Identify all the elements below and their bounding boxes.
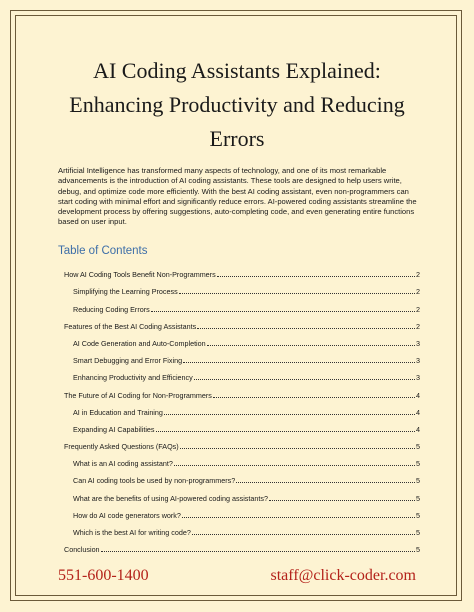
toc-entry-title: Reducing Coding Errors [73,304,150,314]
intro-paragraph: Artificial Intelligence has transformed many aspects of technology, and one of its most remarkable advancements is the introduction of AI coding assistants. These tools are designed to help users write, debug, and optimize code more efficiently. With the best AI coding assistant, even non-programmers can start coding with minimal effort and significantly reduce errors. AI-powered coding assistants streamline the development process by offering suggestions, auto-completing code, and even generating entire functions based on user input. [58,166,417,227]
toc-dot-leader [164,414,415,415]
toc-entry[interactable] [64,279,420,296]
toc-dot-leader [269,500,415,501]
toc-entry-title: Features of the Best AI Coding Assistants [64,321,197,331]
toc-entry-title: Smart Debugging and Error Fixing [73,356,183,366]
title-line-2: Enhancing Productivity and Reducing [69,92,405,117]
toc-dot-leader [182,517,415,518]
toc-dot-leader [179,293,415,294]
toc-entry[interactable] [64,537,420,554]
title-line-1: AI Coding Assistants Explained: [93,58,381,83]
toc-entry-title: How AI Coding Tools Benefit Non-Programmers [64,270,216,280]
toc-entry[interactable] [64,503,420,520]
toc-entry[interactable] [64,468,420,485]
toc-entry-title: The Future of AI Coding for Non-Programmers [64,390,212,400]
toc-entry[interactable] [64,520,420,537]
table-of-contents [64,262,420,554]
toc-entry[interactable] [64,382,420,399]
toc-dot-leader [174,465,415,466]
toc-entry-title: Can AI coding tools be used by non-programmers? [73,476,236,486]
toc-entry-page: 2 [416,270,420,280]
toc-entry-title: AI in Education and Training [73,407,163,417]
toc-entry-page: 2 [416,321,420,331]
toc-entry-page: 4 [416,390,420,400]
toc-entry[interactable] [64,485,420,502]
toc-entry-page: 5 [416,510,420,520]
document-title [40,54,434,156]
toc-entry-page: 3 [416,356,420,366]
footer-phone[interactable]: 551-600-1400 [58,567,149,584]
toc-entry-page: 5 [416,476,420,486]
toc-heading: Table of Contents [58,245,148,257]
toc-dot-leader [183,362,415,363]
toc-entry-page: 5 [416,528,420,537]
toc-entry[interactable] [64,451,420,468]
toc-entry-title: Enhancing Productivity and Efficiency [73,373,193,383]
toc-entry-title: What are the benefits of using AI-powered coding assistants? [73,493,268,503]
toc-entry-page: 5 [416,493,420,503]
toc-entry-title: Simplifying the Learning Process [73,287,178,297]
toc-entry-title: How do AI code generators work? [73,510,181,520]
toc-entry[interactable] [64,262,420,279]
title-line-3: Errors [209,126,265,151]
toc-entry-page: 5 [416,545,420,555]
toc-entry[interactable] [64,365,420,382]
toc-dot-leader [207,345,415,346]
toc-entry[interactable] [64,434,420,451]
footer-email[interactable]: staff@click-coder.com [270,567,416,584]
toc-dot-leader [236,482,415,483]
toc-entry[interactable] [64,348,420,365]
toc-dot-leader [197,328,415,329]
toc-entry[interactable] [64,417,420,434]
toc-dot-leader [192,534,415,535]
toc-entry-title: Frequently Asked Questions (FAQs) [64,442,179,452]
toc-entry-title: Expanding AI Capabilities [73,424,155,434]
toc-entry-title: AI Code Generation and Auto-Completion [73,338,206,348]
toc-entry-page: 3 [416,373,420,383]
toc-entry[interactable] [64,400,420,417]
toc-entry[interactable] [64,331,420,348]
toc-dot-leader [217,276,415,277]
toc-entry-page: 2 [416,304,420,314]
toc-dot-leader [156,431,415,432]
toc-entry-page: 5 [416,459,420,469]
toc-entry-title: Conclusion [64,545,100,555]
toc-dot-leader [180,448,415,449]
toc-entry-page: 4 [416,407,420,417]
toc-dot-leader [151,311,415,312]
toc-dot-leader [101,551,415,552]
toc-entry-title: Which is the best AI for writing code? [73,528,191,537]
toc-dot-leader [213,397,415,398]
toc-entry[interactable] [64,296,420,313]
toc-entry-page: 4 [416,424,420,434]
toc-entry-page: 3 [416,338,420,348]
toc-entry-page: 2 [416,287,420,297]
toc-dot-leader [194,379,415,380]
toc-entry-title: What is an AI coding assistant? [73,459,173,469]
toc-entry[interactable] [64,314,420,331]
toc-entry-page: 5 [416,442,420,452]
